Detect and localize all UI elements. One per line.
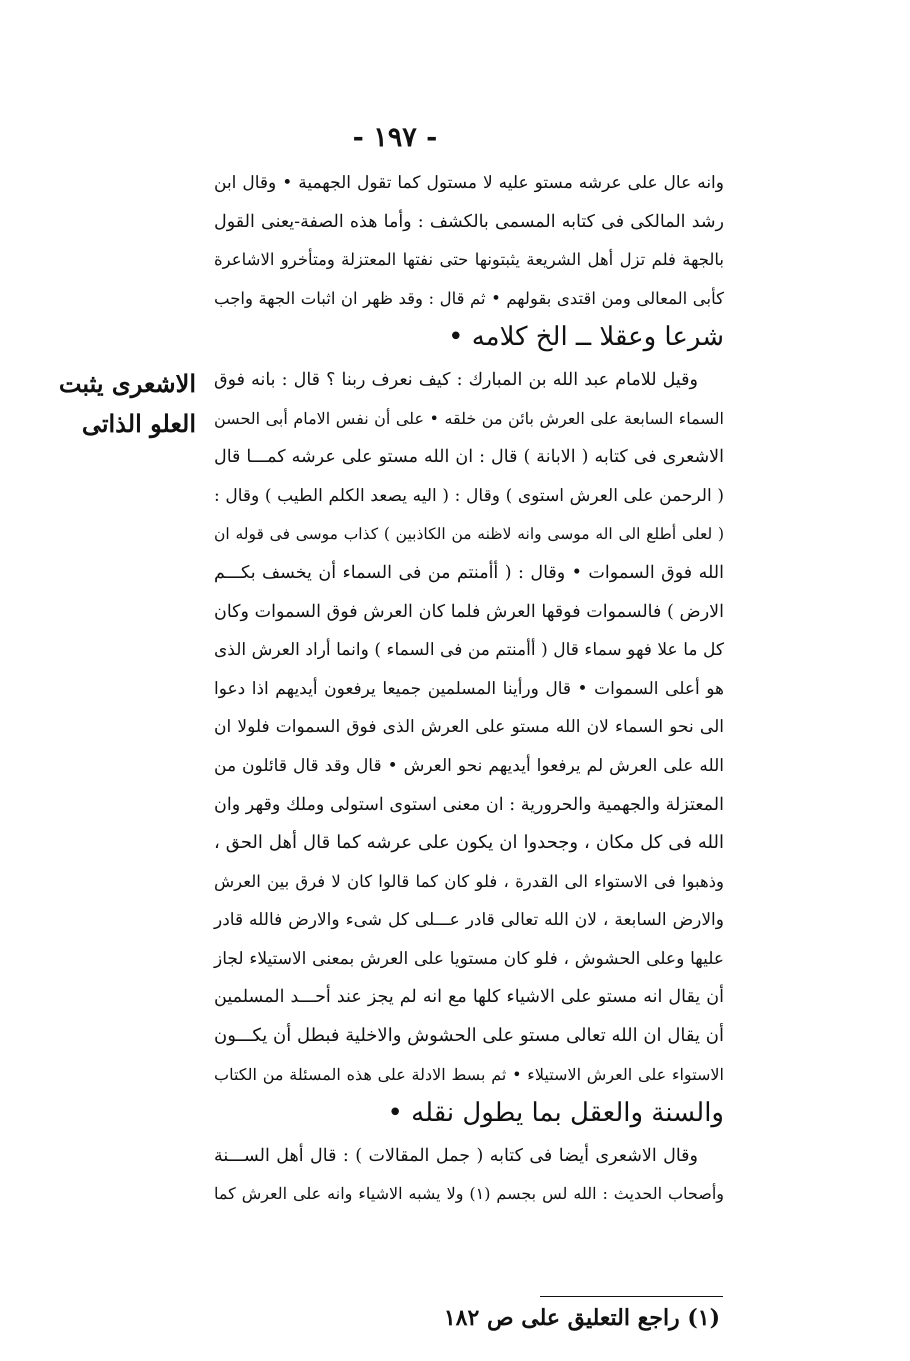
text-line-25: والسنة والعقل بما يطول نقله • (387, 1098, 724, 1129)
text-line-21: عليها وعلى الحشوش ، فلو كان مستويا على العرش بمعنى الاستيلاء لجاز (214, 948, 724, 969)
footnote: (١) راجع التعليق على ص ١٨٢ (443, 1305, 720, 1331)
text-line-9: ( الرحمن على العرش استوى ) وقال : ( اليه يصعد الكلم الطيب ) وقال : (214, 485, 724, 506)
text-line-6: وقيل للامام عبد الله بن المبارك : كيف نعرف ربنا ؟ قال : بانه فوق (214, 369, 698, 390)
text-line-23: أن يقال ان الله تعالى مستو على الحشوش والاخلية فبطل أن يكـــون (214, 1025, 724, 1047)
text-line-8: الاشعرى فى كتابه ( الابانة ) قال : ان الله مستو على عرشه كمـــا قال (214, 447, 724, 468)
margin-heading (14, 364, 196, 444)
margin-heading-line-1: الاشعرى يثبت (58, 369, 196, 398)
text-line-26: وقال الاشعرى أيضا فى كتابه ( جمل المقالات ) : قال أهل الســـنة (214, 1145, 698, 1166)
text-line-11: الله فوق السموات • وقال : ( أأمنتم من فى السماء أن يخسف بكـــم (214, 562, 724, 583)
text-line-7: السماء السابعة على العرش بائن من خلقه • على أن نفس الامام أبى الحسن (214, 408, 724, 428)
footnote-divider (540, 1296, 723, 1297)
page-number: - ١٩٧ - (352, 122, 438, 153)
text-line-22: أن يقال انه مستو على الاشياء كلها مع انه لم يجز عند أحـــد المسلمين (214, 987, 724, 1008)
text-line-20: والارض السابعة ، لان الله تعالى قادر عـــلى كل شىء والارض فالله قادر (214, 910, 724, 931)
text-line-1: وانه عال على عرشه مستو عليه لا مستول كما تقول الجهمية • وقال ابن (214, 173, 724, 193)
text-line-12: الارض ) فالسموات فوقها العرش فلما كان العرش فوق السموات وكان (214, 601, 724, 622)
text-line-14: هو أعلى السموات • قال ورأينا المسلمين جميعا يرفعون أيديهم اذا دعوا (214, 678, 724, 699)
text-line-3: بالجهة فلم تزل أهل الشريعة يثبتونها حتى نفتها المعتزلة ومتأخرو الاشاعرة (214, 250, 724, 270)
text-line-2: رشد المالكى فى كتابه المسمى بالكشف : وأما هذه الصفة-يعنى القول (214, 211, 724, 232)
text-line-16: الله على العرش لم يرفعوا أيديهم نحو العرش • قال وقد قال قائلون من (214, 755, 724, 776)
text-line-10: ( لعلى أطلع الى اله موسى وانه لاظنه من الكاذبين ) كذاب موسى فى قوله ان (214, 525, 724, 544)
text-line-4: كأبى المعالى ومن اقتدى بقولهم • ثم قال : وقد ظهر ان اثبات الجهة واجب (214, 288, 724, 308)
text-line-24: الاستواء على العرش الاستيلاء • ثم بسط الادلة على هذه المسئلة من الكتاب (214, 1064, 724, 1084)
text-line-13: كل ما علا فهو سماء قال ( أأمنتم من فى السماء ) وانما أراد العرش الذى (214, 640, 724, 661)
text-line-19: وذهبوا فى الاستواء الى القدرة ، فلو كان كما قالوا كان لا فرق بين العرش (214, 871, 724, 891)
main-text (214, 164, 724, 1214)
text-line-15: الى نحو السماء لان الله مستو على العرش الذى فوق السموات فلولا ان (214, 717, 724, 738)
text-line-18: الله فى كل مكان ، وجحدوا ان يكون على عرشه كما قال أهل الحق ، (214, 832, 724, 854)
text-line-5: شرعا وعقلا ــ الخ كلامه • (448, 322, 724, 353)
margin-heading-line-2: العلو الذاتى (81, 409, 196, 438)
text-line-27: وأصحاب الحديث : الله لس بجسم (١) ولا يشبه الاشياء وانه على العرش كما (214, 1184, 724, 1204)
text-line-17: المعتزلة والجهمية والحرورية : ان معنى استوى استولى وملك وقهر وان (214, 794, 724, 815)
